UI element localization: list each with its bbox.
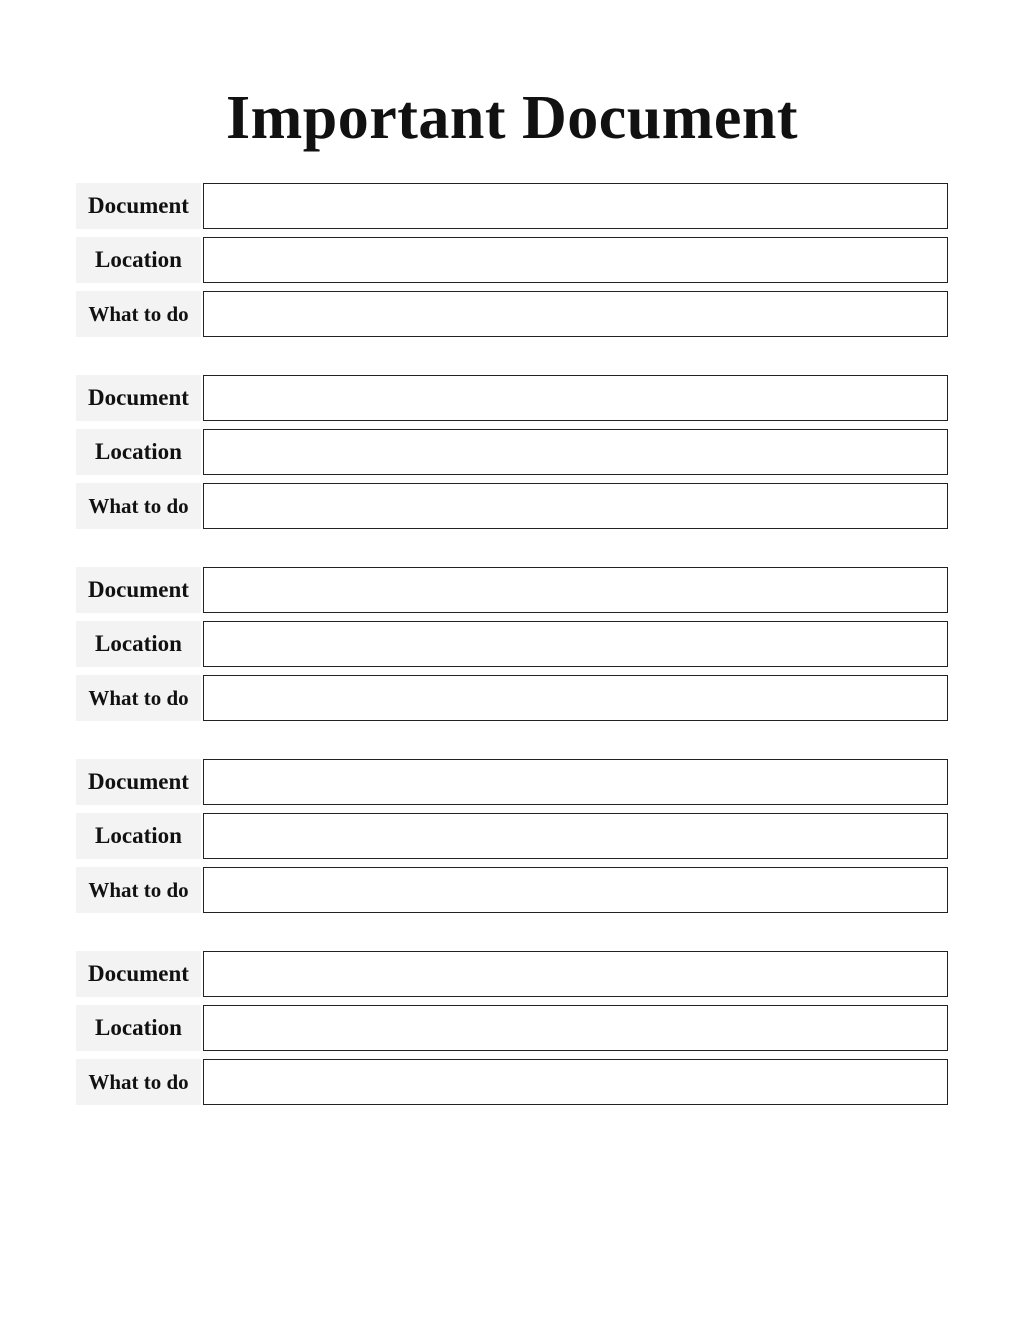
document-row [76,567,948,613]
page-title: Important Document [225,84,799,152]
what-to-do-label: What to do [76,291,201,337]
location-field[interactable] [203,237,948,283]
document-label: Document [76,375,201,421]
what-to-do-row [76,867,948,913]
document-label: Document [76,567,201,613]
location-field[interactable] [203,813,948,859]
document-label: Document [76,183,201,229]
entry-group-4 [76,759,948,913]
what-to-do-field[interactable] [203,291,948,337]
what-to-do-field[interactable] [203,867,948,913]
what-to-do-row [76,483,948,529]
what-to-do-label: What to do [76,1059,201,1105]
location-row [76,429,948,475]
what-to-do-field[interactable] [203,483,948,529]
location-row [76,813,948,859]
what-to-do-row [76,1059,948,1105]
what-to-do-row [76,675,948,721]
document-label: Document [76,759,201,805]
document-field[interactable] [203,183,948,229]
location-row [76,621,948,667]
location-field[interactable] [203,1005,948,1051]
what-to-do-field[interactable] [203,675,948,721]
location-field[interactable] [203,621,948,667]
document-row [76,951,948,997]
entry-group-2 [76,375,948,529]
location-label: Location [76,813,201,859]
document-row [76,375,948,421]
entry-group-3 [76,567,948,721]
location-row [76,237,948,283]
location-field[interactable] [203,429,948,475]
document-field[interactable] [203,759,948,805]
what-to-do-label: What to do [76,483,201,529]
document-field[interactable] [203,567,948,613]
document-entries [76,183,948,1143]
location-label: Location [76,237,201,283]
document-field[interactable] [203,375,948,421]
document-row [76,183,948,229]
entry-group-1 [76,183,948,337]
document-row [76,759,948,805]
location-row [76,1005,948,1051]
document-field[interactable] [203,951,948,997]
location-label: Location [76,429,201,475]
entry-group-5 [76,951,948,1105]
what-to-do-field[interactable] [203,1059,948,1105]
what-to-do-label: What to do [76,867,201,913]
document-label: Document [76,951,201,997]
location-label: Location [76,621,201,667]
what-to-do-row [76,291,948,337]
what-to-do-label: What to do [76,675,201,721]
location-label: Location [76,1005,201,1051]
